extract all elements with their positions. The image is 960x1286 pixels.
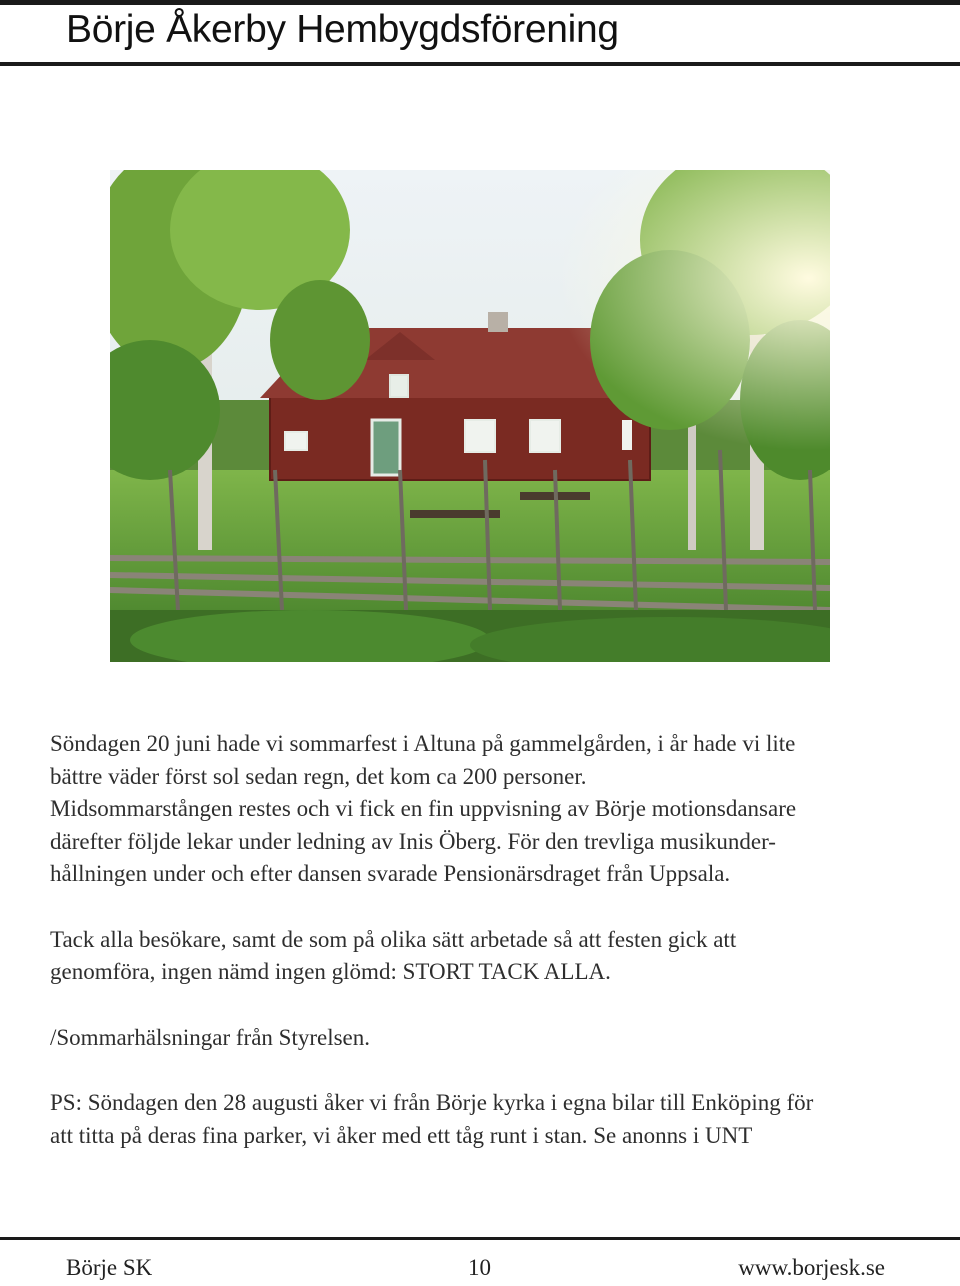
- text-line: att titta på deras fina parker, vi åker med ett tåg runt i stan. Se anonns i UNT: [50, 1122, 753, 1148]
- text-line: bättre väder först sol sedan regn, det kom ca 200 personer.: [50, 763, 587, 789]
- text-line: därefter följde lekar under ledning av Inis Öberg. För den trevliga musikunder-: [50, 828, 776, 854]
- footer-website: www.borjesk.se: [738, 1255, 885, 1280]
- header-rule-bottom: [0, 62, 960, 66]
- article-postscript: [50, 1087, 930, 1152]
- text-line: hållningen under och efter dansen svarade Pensionärsdraget från Uppsala.: [50, 861, 731, 886]
- article-body: [50, 728, 930, 1152]
- article-signature: [50, 1022, 930, 1055]
- text-line: PS: Söndagen den 28 augusti åker vi från Börje kyrka i egna bilar till Enköping för: [50, 1090, 814, 1115]
- text-line: Tack alla besökare, samt de som på olika sätt arbetade så att festen gick att: [50, 926, 737, 952]
- article-paragraph: [50, 728, 930, 891]
- page-title: Börje Åkerby Hembygdsförening: [66, 8, 619, 51]
- footer-rule: [0, 1237, 960, 1240]
- text-line: genomföra, ingen nämd ingen glömd: STORT TACK ALLA.: [50, 959, 611, 984]
- farmhouse-photo: [110, 170, 830, 662]
- text-line: /Sommarhälsningar från Styrelsen.: [50, 1024, 371, 1050]
- text-line: Söndagen 20 juni hade vi sommarfest i Altuna på gammelgården, i år hade vi lite: [50, 731, 796, 756]
- text-line: Midsommarstången restes och vi fick en fin uppvisning av Börje motionsdansare: [50, 796, 797, 821]
- article-paragraph: [50, 924, 930, 989]
- footer-page-number: 10: [468, 1255, 491, 1280]
- header-rule-top: [0, 0, 960, 5]
- footer-publication: Börje SK: [66, 1255, 153, 1280]
